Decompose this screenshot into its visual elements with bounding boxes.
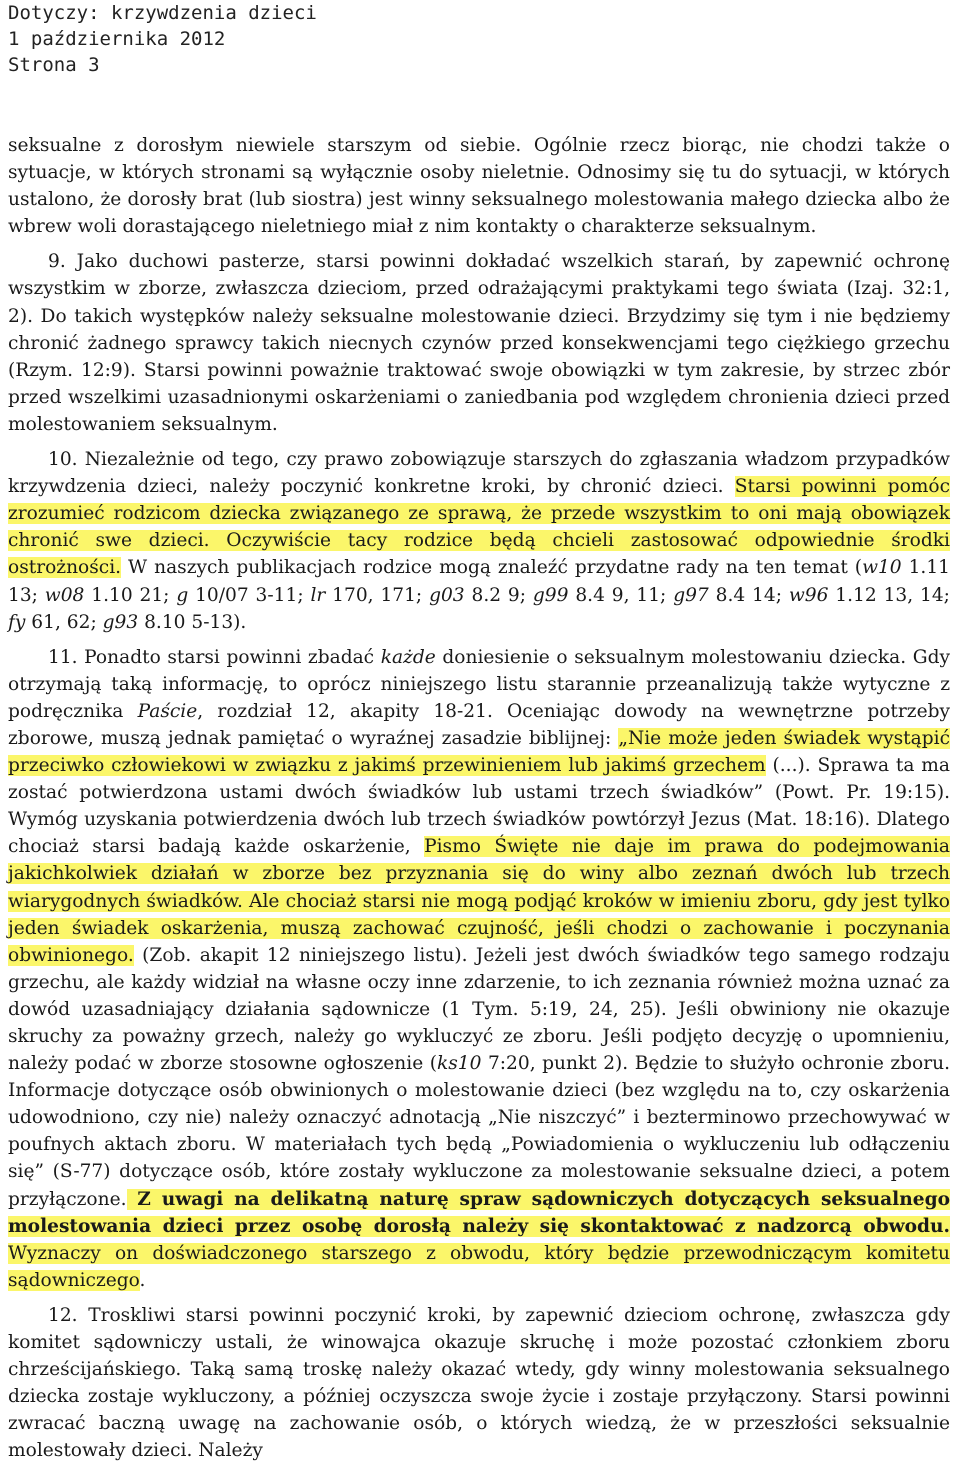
publication-ref: fy (8, 611, 26, 633)
highlighted-text: „Nie może jeden świadek wystąpić przeciwko człowiekowi w związku z jakimś przewinieniem lub jakimś grzechem (8, 727, 950, 777)
publication-ref: w96 (788, 584, 829, 606)
text-run: 7:20, punkt 2). Będzie to służyło ochronie zboru. Informacje dotyczące osób obwinionych o molestowanie dzieci (bez względu na to, czy oskarżenia udowodniono, czy nie) należy oznaczyć adnotacją „Nie niszczyć” i bezterminowo przechowywać w poufnych aktach zboru. W materiałach tych będą „Powiadomienia o wykluczeniu lub odłączeniu się” (S-77) dotyczące osób, które zostały wykluczone za molestowanie seksualne dzieci, a potem przyłączone. (8, 1053, 950, 1210)
text-run: 8.10 5-13). (138, 611, 247, 633)
paragraph-11 (8, 644, 950, 1294)
text-run: 1.12 13, 14; (828, 584, 950, 606)
text-run: 11. Ponadto starsi powinni zbadać (48, 646, 381, 668)
publication-ref: g03 (429, 584, 465, 606)
publication-ref: g (176, 584, 189, 606)
publication-ref: g93 (102, 611, 139, 633)
page-header (8, 0, 317, 78)
highlighted-bold-text: Z uwagi na delikatną naturę spraw sądowniczych dotyczących seksualnego molestowania dzieci przez osobę dorosłą należy się skontaktować z nadzorcą obwodu. (8, 1188, 950, 1237)
text-run: 61, 62; (25, 611, 103, 633)
publication-ref: w10 (862, 557, 902, 579)
publication-ref: lr (310, 584, 326, 606)
highlighted-text: Pismo Święte nie daje im prawa do podejmowania jakichkolwiek działań w zborze bez przyznania się do winy albo zeznań dwóch lub trzech wiarygodnych świadków. Ale chociaż starsi nie mogą podjąć kroków w imieniu zboru, gdy jest tylko jeden świadek oskarżenia, muszą zachować czujność, jeśli chodzi o zachowanie i poczynania obwinionego. (8, 836, 950, 966)
publication-title: Paście (137, 700, 198, 722)
header-subject: Dotyczy: krzywdzenia dzieci (8, 2, 317, 24)
highlighted-text: Starsi powinni pomóc zrozumieć rodzicom dziecka związanego ze sprawą, że przede wszystkim to oni mają obowiązek chronić swe dzieci. Oczywiście tacy rodzice będą chcieli zastosować odpowiednie środki ostrożności. (8, 476, 950, 579)
highlighted-text: Wyznaczy on doświadczonego starszego z obwodu, który będzie przewodniczącym komitetu sądowniczego (8, 1242, 950, 1291)
text-run: seksualne z dorosłym niewiele starszym od siebie. Ogólnie rzecz biorąc, nie chodzi także o sytuacje, w których stronami są wyłącznie osoby nieletnie. Odnosimy się tu do sytuacji, w których ustalono, że dorosły brat (lub siostra) jest winny seksualnego molestowania małego dziecka albo że wbrew woli dorastającego nieletniego miał z nim kontakty o charakterze seksualnym. (8, 135, 950, 238)
paragraph-9 (8, 248, 950, 438)
text-run: 10/07 3-11; (188, 584, 311, 606)
paragraph-12 (8, 1302, 950, 1465)
text-run: 8.2 9; (464, 584, 533, 606)
paragraph-10 (8, 446, 950, 636)
publication-ref: ks10 (436, 1053, 482, 1075)
paragraph-continuation (8, 132, 950, 240)
text-run: 170, 171; (325, 584, 430, 606)
text-run: doniesienie o seksualnym molestowaniu dziecka. Gdy otrzymają taką informację, to oprócz niniejszego listu starannie przeanalizują także wytyczne z podręcznika (8, 646, 950, 722)
text-run: (Zob. akapit 12 niniejszego listu). Jeżeli jest dwóch świadków tego samego rodzaju grzechu, ale każdy widział na własne oczy inne zdarzenie, to ich zeznania również można uznać za dowód uzasadniający działania sądownicze (1 Tym. 5:19, 24, 25). Jeśli obwiniony nie okazuje skruchy za poważny grzech, należy go wykluczyć ze zboru. Jeśli podjęto decyzję o upomnieniu, należy podać w zborze stosowne ogłoszenie ( (8, 944, 950, 1075)
publication-ref: w08 (44, 584, 85, 606)
publication-ref: g97 (673, 584, 709, 606)
publication-ref: g99 (532, 584, 569, 606)
text-run: 8.4 9, 11; (568, 584, 674, 606)
text-run: , rozdział 12, akapity 18-21. Oceniając dowody na wewnętrzne potrzeby zborowe, muszą jednak pamiętać o wyraźnej zasadzie biblijnej: (8, 700, 950, 749)
text-run: 12. Troskliwi starsi powinni poczynić kroki, by zapewnić dzieciom ochronę, zwłaszcza gdy komitet sądowniczy ustali, że winowajca okazuje skruchę i może pozostać członkiem zboru chrześcijańskiego. Taką samą troskę należy okazać wtedy, gdy winny molestowania seksualnego dziecka zostaje wykluczony, a później oczyszcza swoje życie i zostaje przyłączony. Starsi powinni zwracać baczną uwagę na zachowanie osób, o których wiedzą, że w przeszłości seksualnie molestowały dzieci. Należy (8, 1304, 950, 1462)
text-run: 9. Jako duchowi pasterze, starsi powinni dokładać wszelkich starań, by zapewnić ochronę wszystkim w zborze, zwłaszcza dzieciom, przed odrażającymi praktykami tego świata (Izaj. 32:1, 2). Do takich występków należy seksualne molestowanie dzieci. Brzydzimy się tym i nie będziemy chronić żadnego sprawcy takich niecnych czynów przed konsekwencjami tego ciężkiego grzechu (Rzym. 12:9). Starsi powinni poważnie traktować swoje obowiązki w tym zakresie, by strzec zbór przed wszelkimi uzasadnionymi oskarżeniami o zaniedbania pod względem chronienia dzieci przed molestowaniem seksualnym. (8, 251, 950, 435)
text-run: 1.10 21; (84, 584, 177, 606)
text-run: (...). Sprawa ta ma zostać potwierdzona ustami dwóch świadków lub ustami trzech świadków” (Powt. Pr. 19:15). Wymóg uzyskania potwierdzenia dwóch lub trzech świadków powtórzył Jezus (Mat. 18:16). Dlatego chociaż starsi badają każde oskarżenie, (8, 755, 950, 858)
emphasized-text: każde (380, 646, 436, 668)
text-run: 8.4 14; (708, 584, 789, 606)
header-page-number: Strona 3 (8, 54, 100, 76)
text-run: 1.11 13; (8, 557, 951, 606)
text-run: W naszych publikacjach rodzice mogą znaleźć przydatne rady na ten temat ( (121, 557, 863, 579)
letter-body (8, 132, 950, 1465)
text-run: 10. Niezależnie od tego, czy prawo zobowiązuje starszych do zgłaszania władzom przypadków krzywdzenia dzieci, należy poczynić konkretne kroki, by chronić dzieci. (8, 449, 950, 498)
text-run: . (139, 1269, 146, 1291)
header-date: 1 października 2012 (8, 28, 226, 50)
